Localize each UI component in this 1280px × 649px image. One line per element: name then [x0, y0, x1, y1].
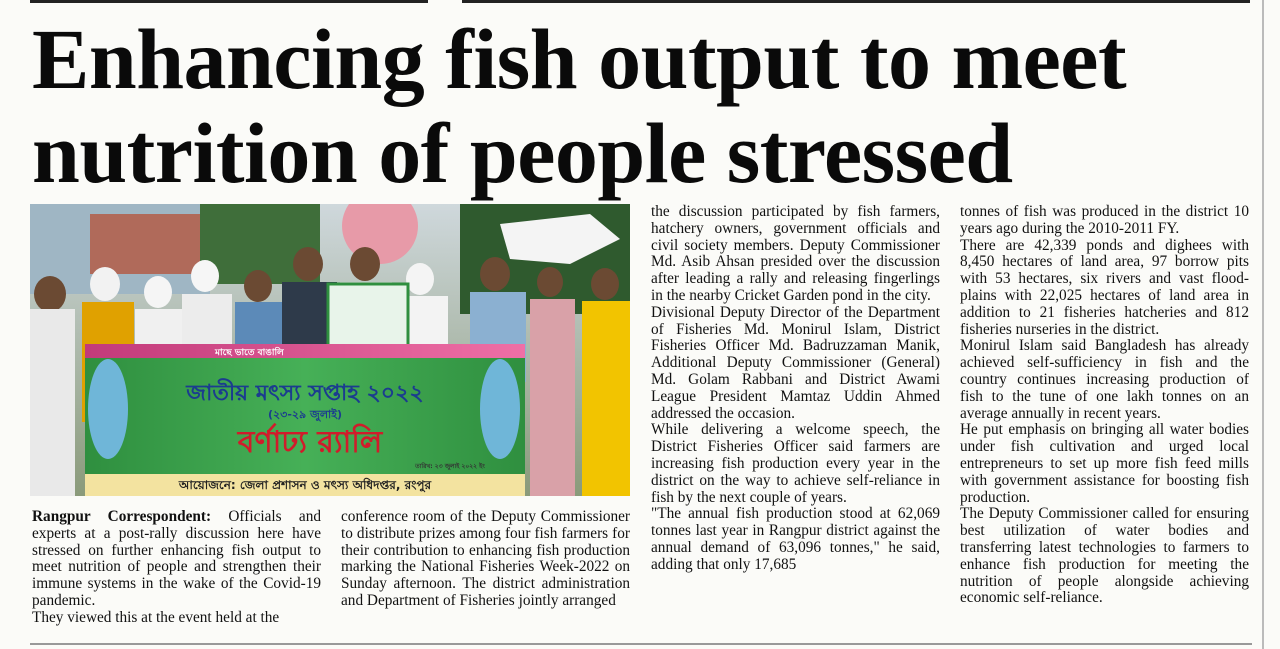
top-rule — [30, 0, 1250, 3]
paragraph: The Deputy Commissioner called for ensuring best utilization of water bodies and transferring latest technologies to farmers to enhance fish production for meeting the nutrition of people alongside achieving economic self-reliance. — [960, 505, 1249, 607]
paragraph: Rangpur Correspondent: Officials and experts at a post-rally discussion here have stressed on further enhancing fish output to meet nutrition of people and strengthen their immune systems in the wake of the Covid-19 pandemic. — [32, 508, 321, 609]
byline: Rangpur Correspondent: — [32, 508, 212, 525]
bottom-rule — [30, 643, 1252, 645]
paragraph: tonnes of fish was produced in the district 10 years ago during the 2010-2011 FY. — [960, 203, 1249, 237]
news-photo — [30, 204, 630, 496]
article-column-1 — [32, 509, 321, 627]
banner-slogan: মাছে ভাতে বাঙালি — [215, 348, 284, 358]
banner-organizer: আয়োজনে: জেলা প্রশাসন ও মৎস্য অধিদপ্তর, রংপুর — [178, 478, 432, 492]
banner-dates: (২৩-২৯ জুলাই) — [268, 408, 342, 421]
banner-title: জাতীয় মৎস্য সপ্তাহ ২০২২ — [186, 381, 424, 406]
paragraph: There are 42,339 ponds and dighees with 8,450 hectares of land area, 97 borrow pits with 53 hectares, six rivers and vast flood-plains with 22,025 hectares of land area in addition to 21 fisheries hatcheries and 812 fisheries nurseries in the district. — [960, 236, 1249, 338]
banner-small: তারিখ: ২৩ জুলাই ২০২২ ইং — [415, 463, 485, 470]
paragraph: Divisional Deputy Director of the Department of Fisheries Md. Monirul Islam, District Fisheries Officer Md. Badruzzaman Manik, Additional Deputy Commissioner (General) Md. Golam Rabbani and District Awami League President Mamtaz Uddin Ahmed addressed the occasion. — [651, 303, 940, 422]
paragraph: While delivering a welcome speech, the District Fisheries Officer said farmers are increasing fish production every year in the district on the way to achieve self-reliance in fish by the next couple of years. — [651, 421, 940, 506]
headline: Enhancing fish output to meet nutrition of people stressed — [32, 11, 1127, 201]
paragraph: conference room of the Deputy Commissioner to distribute prizes among four fish farmers for their contribution to enhancing fish production marking the National Fisheries Week-2022 on Sunday afternoon. The district administration and Department of Fisheries jointly arranged — [341, 508, 630, 609]
article-column-2 — [341, 509, 630, 610]
paragraph: the discussion participated by fish farmers, hatchery owners, government officials and civil society members. Deputy Commissioner Md. Asib Ahsan presided over the discussion after leading a rally and releasing fingerlings in the nearby Cricket Garden pond in the city. — [651, 203, 940, 304]
paragraph: They viewed this at the event held at the — [32, 608, 280, 626]
article-column-3 — [651, 204, 940, 574]
paragraph: He put emphasis on bringing all water bodies under fish cultivation and urged local entrepreneurs to set up more fish feed mills with government assistance for boosting fish production. — [960, 421, 1249, 506]
paragraph: "The annual fish production stood at 62,069 tonnes last year in Rangpur district against the annual demand of 63,096 tonnes," he said, adding that only 17,685 — [651, 505, 940, 573]
column-rule — [1262, 0, 1264, 649]
banner-rally: বর্ণাঢ্য র‍্যালি — [237, 425, 383, 460]
paragraph: Monirul Islam said Bangladesh has already achieved self-sufficiency in fish and the country continues increasing production of fish to the tune of one lakh tonnes on an average annually in recent years. — [960, 337, 1249, 422]
article-column-4 — [960, 204, 1249, 607]
